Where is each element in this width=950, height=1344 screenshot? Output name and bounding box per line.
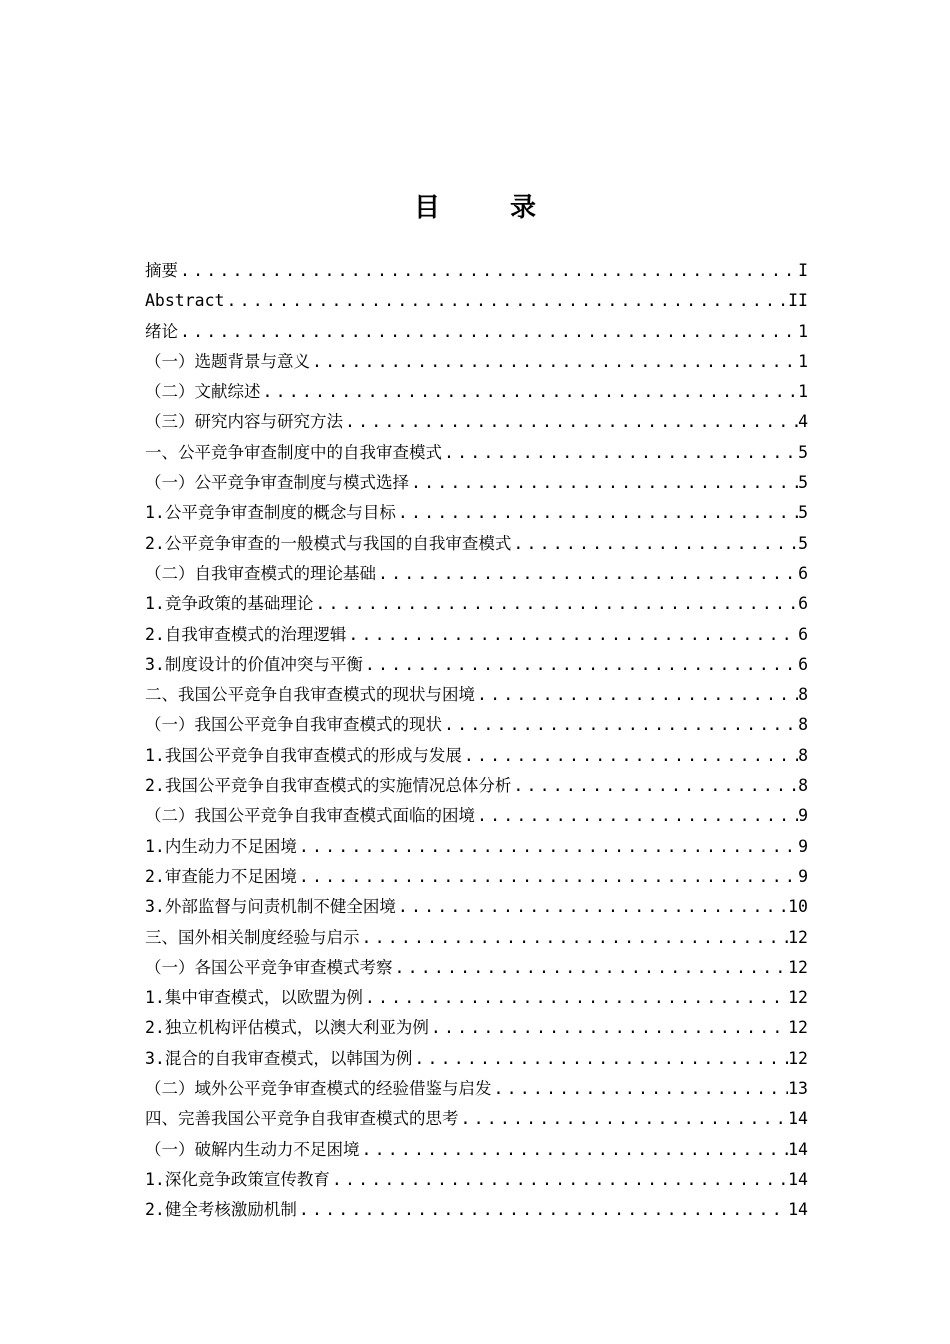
toc-entry[interactable] bbox=[145, 953, 808, 983]
toc-entry-title: （二）文献综述 bbox=[145, 382, 261, 402]
toc-entry[interactable] bbox=[145, 256, 808, 286]
toc-dot-leader bbox=[360, 923, 789, 953]
toc-entry[interactable] bbox=[145, 650, 808, 680]
toc-dot-leader bbox=[363, 983, 788, 1013]
toc-entry[interactable] bbox=[145, 559, 808, 589]
toc-entry-title: （二）域外公平竞争审查模式的经验借鉴与启发 bbox=[145, 1079, 492, 1099]
toc-entry-page: I bbox=[798, 261, 808, 280]
toc-entry-page: 5 bbox=[798, 442, 808, 462]
toc-entry-title: 3.制度设计的价值冲突与平衡 bbox=[145, 654, 363, 674]
toc-entry[interactable] bbox=[145, 438, 808, 468]
toc-entry[interactable] bbox=[145, 589, 808, 619]
toc-dot-leader bbox=[346, 620, 798, 650]
toc-entry-page: 12 bbox=[788, 988, 808, 1008]
toc-entry-page: 13 bbox=[788, 1079, 808, 1099]
toc-entry-title: （一）破解内生动力不足困境 bbox=[145, 1139, 360, 1159]
toc-entry-title: 2.独立机构评估模式，以澳大利亚为例 bbox=[145, 1018, 429, 1038]
toc-entry-title: 2.公平竞争审查的一般模式与我国的自我审查模式 bbox=[145, 533, 512, 553]
toc-dot-leader bbox=[475, 680, 798, 710]
toc-dot-leader bbox=[310, 347, 798, 377]
toc-entry-page: 6 bbox=[798, 594, 808, 614]
toc-entry-page: 6 bbox=[798, 563, 808, 583]
toc-entry-page: 14 bbox=[788, 1139, 808, 1159]
toc-entry-page: 8 bbox=[798, 745, 808, 765]
toc-dot-leader bbox=[343, 407, 798, 437]
toc-entry-title: 1.深化竞争政策宣传教育 bbox=[145, 1169, 330, 1189]
toc-entry-page: 5 bbox=[798, 473, 808, 493]
toc-entry-title: 1.竞争政策的基础理论 bbox=[145, 594, 314, 614]
toc-entry-page: 4 bbox=[798, 412, 808, 432]
toc-dot-leader bbox=[363, 650, 798, 680]
toc-entry-page: 9 bbox=[798, 836, 808, 856]
toc-entry[interactable] bbox=[145, 1135, 808, 1165]
toc-entry[interactable] bbox=[145, 1013, 808, 1043]
toc-entry-page: 6 bbox=[798, 624, 808, 644]
toc-entry-title: 四、完善我国公平竞争自我审查模式的思考 bbox=[145, 1109, 459, 1129]
toc-entry[interactable] bbox=[145, 862, 808, 892]
toc-entry-page: 12 bbox=[788, 1018, 808, 1038]
toc-entry-title: 二、我国公平竞争自我审查模式的现状与困境 bbox=[145, 685, 475, 705]
toc-entry[interactable] bbox=[145, 741, 808, 771]
toc-entry[interactable] bbox=[145, 1195, 808, 1225]
toc-entry-title: 2.健全考核激励机制 bbox=[145, 1200, 297, 1220]
toc-entry-page: 9 bbox=[798, 866, 808, 886]
toc-entry-title: 2.我国公平竞争自我审查模式的实施情况总体分析 bbox=[145, 776, 512, 796]
toc-entry-page: 14 bbox=[788, 1109, 808, 1129]
toc-entry-title: 绪论 bbox=[145, 321, 178, 341]
toc-dot-leader bbox=[297, 1195, 788, 1225]
toc-dot-leader bbox=[178, 256, 798, 286]
toc-entry-title: 1.集中审查模式，以欧盟为例 bbox=[145, 988, 363, 1008]
toc-entry[interactable] bbox=[145, 923, 808, 953]
toc-entry[interactable] bbox=[145, 832, 808, 862]
table-of-contents bbox=[145, 256, 808, 1226]
toc-entry-title: 一、公平竞争审查制度中的自我审查模式 bbox=[145, 442, 442, 462]
toc-dot-leader bbox=[442, 438, 798, 468]
toc-entry-title: （一）选题背景与意义 bbox=[145, 351, 310, 371]
toc-entry-page: 8 bbox=[798, 685, 808, 705]
toc-dot-leader bbox=[409, 468, 798, 498]
toc-entry-title: 3.外部监督与问责机制不健全困境 bbox=[145, 897, 396, 917]
toc-entry-page: 12 bbox=[788, 957, 808, 977]
toc-entry-page: 5 bbox=[798, 533, 808, 553]
toc-entry[interactable] bbox=[145, 1044, 808, 1074]
toc-entry[interactable] bbox=[145, 347, 808, 377]
toc-dot-leader bbox=[224, 286, 788, 316]
toc-dot-leader bbox=[429, 1013, 788, 1043]
toc-entry-page: 10 bbox=[788, 897, 808, 917]
toc-entry[interactable] bbox=[145, 407, 808, 437]
toc-entry[interactable] bbox=[145, 1104, 808, 1134]
toc-entry-title: （三）研究内容与研究方法 bbox=[145, 412, 343, 432]
toc-entry[interactable] bbox=[145, 801, 808, 831]
toc-entry-page: 6 bbox=[798, 654, 808, 674]
toc-entry[interactable] bbox=[145, 317, 808, 347]
toc-dot-leader bbox=[261, 377, 799, 407]
toc-entry-page: 1 bbox=[798, 351, 808, 371]
toc-entry-page: 1 bbox=[798, 321, 808, 341]
toc-dot-leader bbox=[393, 953, 789, 983]
toc-dot-leader bbox=[376, 559, 798, 589]
toc-entry-page: 8 bbox=[798, 776, 808, 796]
toc-entry-title: （一）我国公平竞争自我审查模式的现状 bbox=[145, 715, 442, 735]
toc-title: 目 录 bbox=[413, 193, 558, 223]
toc-entry-title: （一）各国公平竞争审查模式考察 bbox=[145, 957, 393, 977]
toc-entry[interactable] bbox=[145, 468, 808, 498]
toc-entry-title: （二）我国公平竞争自我审查模式面临的困境 bbox=[145, 806, 475, 826]
toc-entry[interactable] bbox=[145, 620, 808, 650]
toc-entry-title: 1.公平竞争审查制度的概念与目标 bbox=[145, 503, 396, 523]
toc-entry-page: 12 bbox=[788, 927, 808, 947]
toc-entry-title: 三、国外相关制度经验与启示 bbox=[145, 927, 360, 947]
toc-dot-leader bbox=[412, 1044, 788, 1074]
toc-entry-title: 2.审查能力不足困境 bbox=[145, 866, 297, 886]
toc-dot-leader bbox=[511, 529, 798, 559]
toc-entry[interactable] bbox=[145, 983, 808, 1013]
toc-entry[interactable] bbox=[145, 286, 808, 316]
toc-dot-leader bbox=[360, 1135, 789, 1165]
toc-dot-leader bbox=[396, 892, 788, 922]
toc-entry-title: Abstract bbox=[145, 291, 225, 311]
toc-entry[interactable] bbox=[145, 1074, 808, 1104]
toc-entry[interactable] bbox=[145, 710, 808, 740]
toc-entry-page: 9 bbox=[798, 806, 808, 826]
toc-dot-leader bbox=[330, 1165, 788, 1195]
toc-entry-page: 1 bbox=[798, 382, 808, 402]
toc-dot-leader bbox=[475, 801, 798, 831]
toc-dot-leader bbox=[442, 710, 798, 740]
toc-dot-leader bbox=[313, 589, 798, 619]
toc-entry-title: （二）自我审查模式的理论基础 bbox=[145, 563, 376, 583]
toc-entry-title: 2.自我审查模式的治理逻辑 bbox=[145, 624, 347, 644]
toc-entry[interactable] bbox=[145, 892, 808, 922]
toc-dot-leader bbox=[462, 741, 798, 771]
toc-dot-leader bbox=[178, 317, 798, 347]
toc-dot-leader bbox=[297, 832, 798, 862]
toc-entry-title: 摘要 bbox=[145, 261, 178, 280]
toc-entry-title: 1.我国公平竞争自我审查模式的形成与发展 bbox=[145, 745, 462, 765]
toc-entry[interactable] bbox=[145, 1165, 808, 1195]
toc-entry[interactable] bbox=[145, 771, 808, 801]
toc-entry-page: 14 bbox=[788, 1169, 808, 1189]
toc-dot-leader bbox=[297, 862, 798, 892]
toc-dot-leader bbox=[511, 771, 798, 801]
toc-entry-title: 3.混合的自我审查模式，以韩国为例 bbox=[145, 1048, 413, 1068]
toc-entry[interactable] bbox=[145, 377, 808, 407]
toc-entry-title: （一）公平竞争审查制度与模式选择 bbox=[145, 473, 409, 493]
toc-entry-page: 8 bbox=[798, 715, 808, 735]
toc-dot-leader bbox=[396, 498, 798, 528]
toc-dot-leader bbox=[459, 1104, 789, 1134]
toc-entry-page: 14 bbox=[788, 1200, 808, 1220]
toc-entry[interactable] bbox=[145, 498, 808, 528]
toc-entry-page: II bbox=[788, 291, 808, 311]
toc-entry[interactable] bbox=[145, 680, 808, 710]
toc-entry-page: 5 bbox=[798, 503, 808, 523]
toc-entry-page: 12 bbox=[788, 1048, 808, 1068]
toc-entry[interactable] bbox=[145, 529, 808, 559]
toc-dot-leader bbox=[492, 1074, 789, 1104]
toc-entry-title: 1.内生动力不足困境 bbox=[145, 836, 297, 856]
